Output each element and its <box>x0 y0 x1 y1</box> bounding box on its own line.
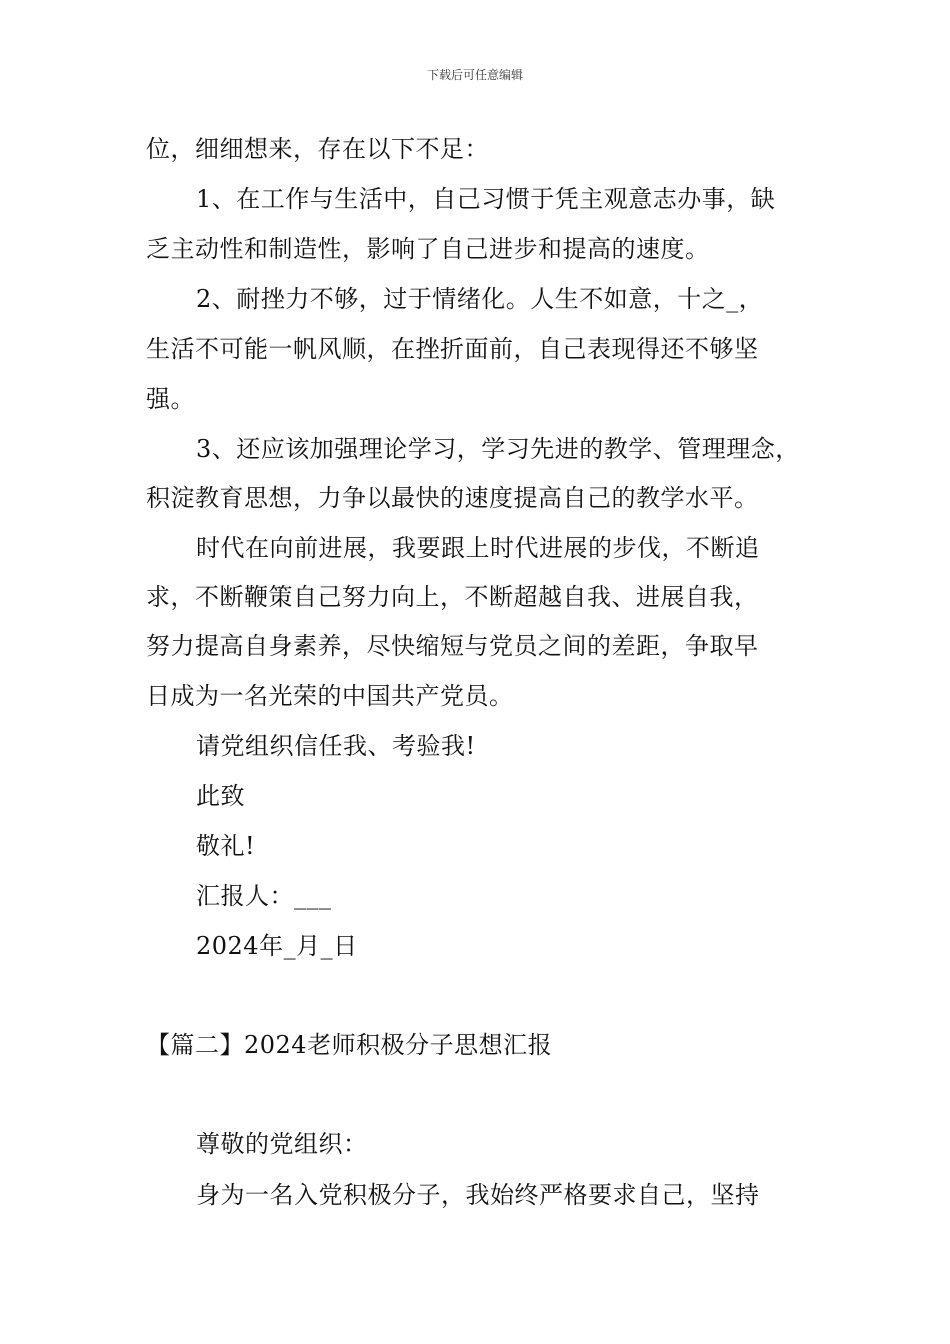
closing-request: 请党组织信任我、考验我! <box>196 732 476 760</box>
closing-jing-li: 敬礼! <box>196 832 256 860</box>
reporter-signature: 汇报人：___ <box>196 882 332 910</box>
paragraph-line: 乏主动性和制造性，影响了自己进步和提高的速度。 <box>146 235 710 263</box>
paragraph-line: 时代在向前进展，我要跟上时代进展的步伐，不断追 <box>196 534 760 562</box>
paragraph-line: 3、还应该加强理论学习，学习先进的教学、管理理念， <box>196 435 800 463</box>
paragraph-line: 求，不断鞭策自己努力向上，不断超越自我、进展自我， <box>146 583 759 611</box>
paragraph-line: 强。 <box>146 385 195 413</box>
paragraph-line: 身为一名入党积极分子，我始终严格要求自己，坚持 <box>196 1181 760 1209</box>
closing-ci-zhi: 此致 <box>196 782 245 810</box>
paragraph-line: 积淀教育思想，力争以最快的速度提高自己的教学水平。 <box>146 484 759 512</box>
salutation: 尊敬的党组织： <box>196 1130 368 1158</box>
page-header-watermark: 下载后可任意编辑 <box>426 68 523 82</box>
paragraph-line: 位，细细想来，存在以下不足： <box>146 135 489 163</box>
section-title: 【篇二】2024老师积极分子思想汇报 <box>146 1031 553 1059</box>
paragraph-line: 日成为一名光荣的中国共产党员。 <box>146 682 514 710</box>
report-date: 2024年_月_日 <box>196 932 358 960</box>
paragraph-line: 努力提高自身素养，尽快缩短与党员之间的差距，争取早 <box>146 632 759 660</box>
paragraph-line: 生活不可能一帆风顺，在挫折面前，自己表现得还不够坚 <box>146 335 759 363</box>
paragraph-line: 2、耐挫力不够，过于情绪化。人生不如意，十之_， <box>196 285 764 313</box>
paragraph-line: 1、在工作与生活中，自己习惯于凭主观意志办事，缺 <box>196 185 776 213</box>
